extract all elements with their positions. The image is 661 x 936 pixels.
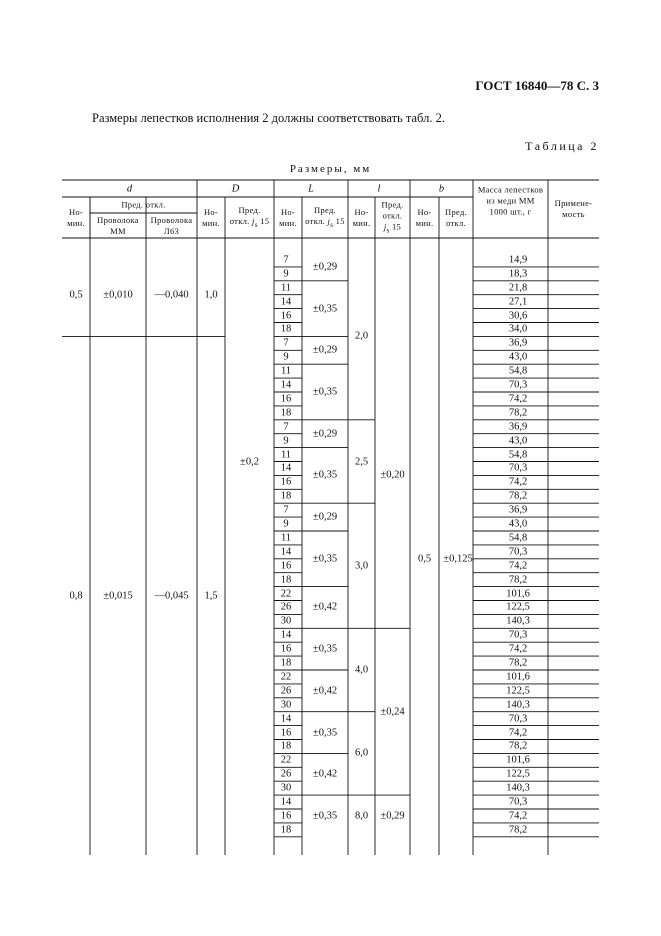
mass-value: 78,2 <box>508 824 528 836</box>
L-nom: 14 <box>280 546 292 558</box>
head-l-pred: Пред. откл. $j_s$ 15 <box>381 199 404 234</box>
head-L-nom: Но- мин. <box>279 206 297 228</box>
L-nom: 30 <box>280 615 292 627</box>
L-nom: 11 <box>280 282 292 294</box>
L-tol: ±0,35 <box>312 810 338 822</box>
head-D-pred: Пред. откл. $j_s$ 15 <box>229 204 270 229</box>
page-header: ГОСТ 16840—78 С. 3 <box>475 78 599 93</box>
head-wire-mm: Проволока ММ <box>97 214 139 236</box>
mass-value: 140,3 <box>506 615 530 627</box>
L-nom: 18 <box>280 740 292 752</box>
L-nom: 18 <box>280 407 292 419</box>
l-tol: ±0,20 <box>380 469 405 481</box>
L-nom: 11 <box>280 365 292 377</box>
table-label: Таблица 2 <box>525 139 599 153</box>
l-nom: 3,0 <box>354 560 369 572</box>
mass-value: 101,6 <box>506 671 530 683</box>
mass-value: 18,3 <box>508 268 528 280</box>
mass-value: 70,3 <box>508 462 528 474</box>
mass-value: 70,3 <box>508 796 528 808</box>
mass-value: 21,8 <box>508 282 528 294</box>
mass-value: 43,0 <box>508 518 528 530</box>
head-D: D <box>231 183 240 194</box>
L-nom: 16 <box>280 310 292 322</box>
mass-value: 78,2 <box>508 574 528 586</box>
L-nom: 22 <box>280 588 292 600</box>
l-nom: 2,0 <box>354 330 369 342</box>
L-nom: 26 <box>280 601 292 613</box>
mass-value: 30,6 <box>508 310 528 322</box>
mass-value: 74,2 <box>508 476 528 488</box>
b-nom: 0,5 <box>417 553 432 565</box>
table-caption: Размеры, мм <box>289 163 372 175</box>
L-nom: 16 <box>280 560 292 572</box>
head-L: L <box>308 183 314 194</box>
d-tol-l63: —0,040 <box>154 289 189 301</box>
l-nom: 6,0 <box>354 747 369 759</box>
l-tol: ±0,24 <box>380 706 405 718</box>
mass-value: 78,2 <box>508 740 528 752</box>
b-tol: ±0,125 <box>443 553 473 565</box>
mass-value: 78,2 <box>508 490 528 502</box>
d-tol-mm: ±0,010 <box>103 289 133 301</box>
L-nom: 7 <box>283 254 289 266</box>
L-tol: ±0,42 <box>312 601 338 613</box>
L-nom: 22 <box>280 754 292 766</box>
mass-value: 101,6 <box>506 754 530 766</box>
mass-value: 78,2 <box>508 407 528 419</box>
L-tol: ±0,35 <box>312 553 338 565</box>
mass-value: 43,0 <box>508 435 528 447</box>
mass-value: 140,3 <box>506 699 530 711</box>
L-tol: ±0,29 <box>312 344 338 356</box>
mass-value: 34,0 <box>508 323 528 335</box>
L-nom: 16 <box>280 393 292 405</box>
L-nom: 16 <box>280 810 292 822</box>
L-nom: 16 <box>280 476 292 488</box>
head-mass: Масса лепестков из меди ММ 1000 шт., г <box>477 184 544 217</box>
L-nom: 11 <box>280 532 292 544</box>
mass-value: 27,1 <box>508 296 528 308</box>
mass-value: 54,8 <box>508 532 528 544</box>
mass-value: 122,5 <box>506 601 530 613</box>
mass-value: 78,2 <box>508 657 528 669</box>
L-nom: 14 <box>280 296 292 308</box>
mass-value: 54,8 <box>508 449 528 461</box>
head-wire-l63: Проволока Л63 <box>150 214 193 236</box>
L-nom: 9 <box>283 351 289 363</box>
L-nom: 18 <box>280 490 292 502</box>
L-tol: ±0,42 <box>312 768 338 780</box>
L-nom: 30 <box>280 699 292 711</box>
mass-value: 70,3 <box>508 629 528 641</box>
L-nom: 26 <box>280 685 292 697</box>
D-nom: 1,0 <box>204 289 218 301</box>
head-l-nom: Но- мин. <box>352 206 371 228</box>
L-nom: 9 <box>283 435 289 447</box>
L-tol: ±0,35 <box>312 643 338 655</box>
mass-value: 74,2 <box>508 643 528 655</box>
mass-value: 36,9 <box>508 421 528 433</box>
L-nom: 14 <box>280 462 292 474</box>
d-tol-mm: ±0,015 <box>103 590 133 602</box>
L-nom: 22 <box>280 671 292 683</box>
l-nom: 8,0 <box>354 810 369 822</box>
L-tol: ±0,35 <box>312 727 338 739</box>
mass-value: 54,8 <box>508 365 528 377</box>
mass-value: 74,2 <box>508 560 528 572</box>
L-nom: 26 <box>280 768 292 780</box>
mass-value: 70,3 <box>508 379 528 391</box>
L-nom: 7 <box>283 421 289 433</box>
L-nom: 9 <box>283 268 289 280</box>
mass-value: 122,5 <box>506 685 530 697</box>
L-tol: ±0,35 <box>312 386 338 398</box>
L-nom: 14 <box>280 713 292 725</box>
L-nom: 16 <box>280 727 292 739</box>
l-tol: ±0,29 <box>380 810 405 822</box>
D-nom: 1,5 <box>204 590 218 602</box>
head-b-nom: Но- мин. <box>415 206 434 228</box>
L-nom: 14 <box>280 796 292 808</box>
L-nom: 16 <box>280 643 292 655</box>
L-tol: ±0,29 <box>312 511 338 523</box>
l-nom: 4,0 <box>354 664 369 676</box>
L-nom: 7 <box>283 504 289 516</box>
head-d-nom: Но- мин. <box>67 206 85 228</box>
head-L-pred: Пред. откл. $j_s$ 15 <box>305 204 345 229</box>
mass-value: 70,3 <box>508 546 528 558</box>
D-tol: ±0,2 <box>240 456 259 467</box>
L-nom: 9 <box>283 518 289 530</box>
L-tol: ±0,35 <box>312 469 338 481</box>
mass-value: 101,6 <box>506 588 530 600</box>
L-nom: 18 <box>280 574 292 586</box>
head-d-pred: Пред. откл. <box>121 199 166 210</box>
L-nom: 18 <box>280 824 292 836</box>
head-d: d <box>126 183 133 194</box>
mass-value: 36,9 <box>508 504 528 516</box>
L-nom: 18 <box>280 323 292 335</box>
mass-value: 74,2 <box>508 727 528 739</box>
mass-value: 43,0 <box>508 351 528 363</box>
L-nom: 18 <box>280 657 292 669</box>
L-nom: 7 <box>283 337 289 349</box>
d-nom: 0,8 <box>69 590 83 602</box>
mass-value: 122,5 <box>506 768 530 780</box>
mass-value: 74,2 <box>508 810 528 822</box>
d-nom: 0,5 <box>69 289 83 301</box>
L-nom: 11 <box>280 449 292 461</box>
mass-value: 14,9 <box>508 254 528 266</box>
head-use: Примене- мость <box>554 198 593 219</box>
head-b-pred: Пред. откл. <box>445 206 467 228</box>
head-l: l <box>377 183 381 194</box>
mass-value: 140,3 <box>506 782 530 794</box>
mass-value: 74,2 <box>508 393 528 405</box>
intro-text: Размеры лепестков исполнения 2 должны соответствовать табл. 2. <box>92 111 445 125</box>
L-tol: ±0,42 <box>312 685 338 697</box>
mass-value: 70,3 <box>508 713 528 725</box>
L-tol: ±0,35 <box>312 303 338 315</box>
mass-value: 36,9 <box>508 337 528 349</box>
L-nom: 30 <box>280 782 292 794</box>
l-nom: 2,5 <box>354 456 369 467</box>
L-nom: 14 <box>280 379 292 391</box>
head-D-nom: Но- мин. <box>202 206 220 228</box>
d-tol-l63: —0,045 <box>154 590 189 602</box>
L-nom: 14 <box>280 629 292 641</box>
head-b: b <box>438 183 445 194</box>
L-tol: ±0,29 <box>312 261 338 273</box>
L-tol: ±0,29 <box>312 428 338 440</box>
